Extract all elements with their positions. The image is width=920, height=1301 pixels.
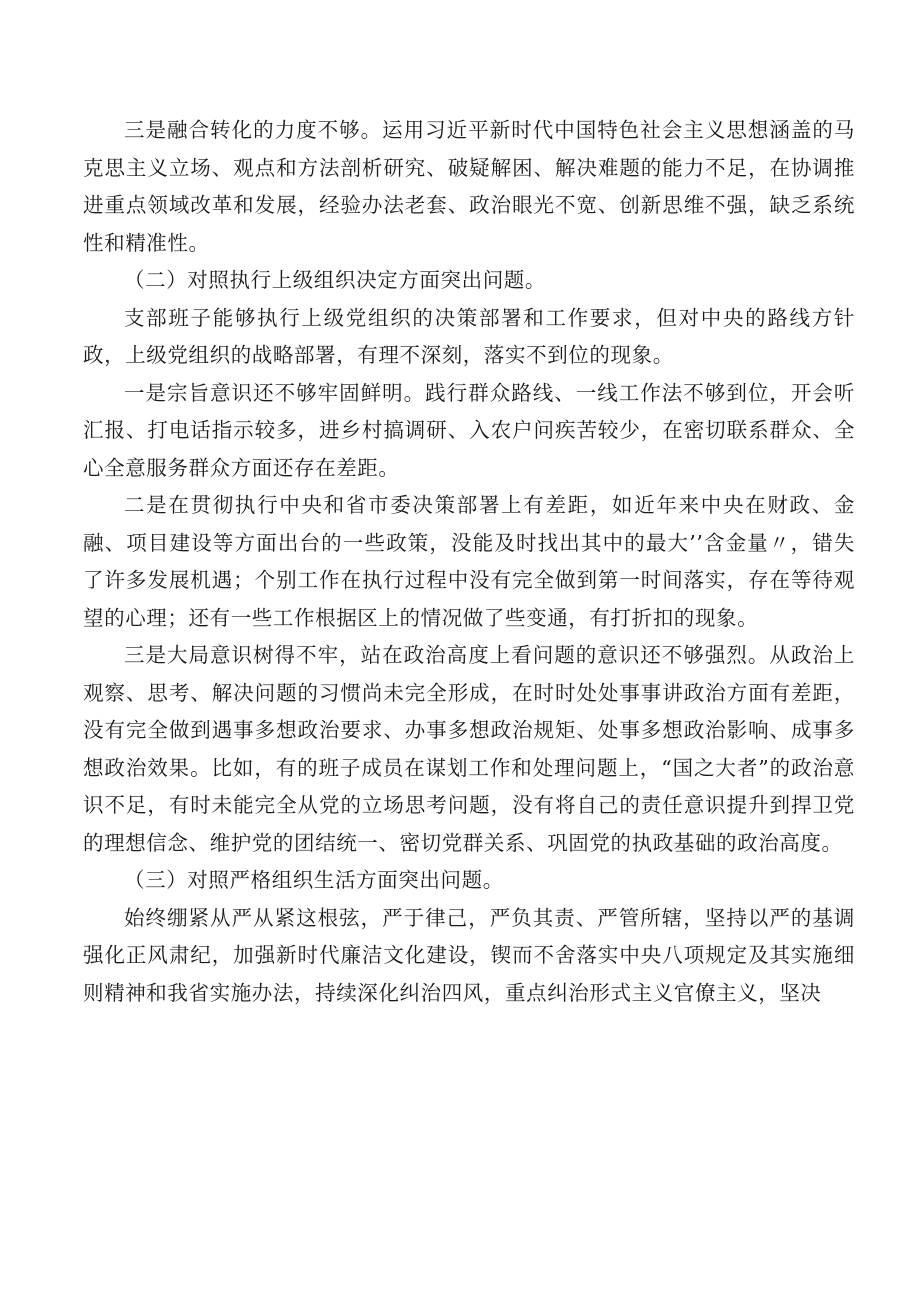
paragraph-5: 三是大局意识树得不牢，站在政治高度上看问题的意识还不够强烈。从政治上观察、思考、解决问题的习惯尚未完全形成，在时时处处事事讲政治方面有差距，没有完全做到遇事多想政治要求、办事多想政治规矩、处事多想政治影响、成事多想政治效果。比如，有的班子成员在谋划工作和处理问题上，“国之大者”的政治意识不足，有时未能完全从党的立场思考问题，没有将自己的责任意识提升到捍卫党的理想信念、维护党的团结统一、密切党群关系、巩固党的执政基础的政治高度。 [83, 643, 855, 855]
paragraph-4: 二是在贯彻执行中央和省市委决策部署上有差距，如近年来中央在财政、金融、项目建设等方面出台的一些政策，没能及时找出其中的最大’’含金量〃，错失了许多发展机遇；个别工作在执行过程中没有完全做到第一时间落实，存在等待观望的心理；还有一些工作根据区上的情况做了些变通，有打折扣的现象。 [83, 493, 855, 630]
paragraph-3: 一是宗旨意识还不够牢固鲜明。践行群众路线、一线工作法不够到位，开会听汇报、打电话指示较多，进乡村搞调研、入农户问疾苦较少，在密切联系群众、全心全意服务群众方面还存在差距。 [83, 380, 855, 480]
paragraph-1: 三是融合转化的力度不够。运用习近平新时代中国特色社会主义思想涵盖的马克思主义立场、观点和方法剖析研究、破疑解困、解决难题的能力不足，在协调推进重点领域改革和发展，经验办法老套、政治眼光不宽、创新思维不强，缺乏系统性和精准性。 [83, 118, 855, 255]
paragraph-2: 支部班子能够执行上级党组织的决策部署和工作要求，但对中央的路线方针政，上级党组织的战略部署，有理不深刻，落实不到位的现象。 [83, 305, 855, 367]
paragraph-6: 始终绷紧从严从紧这根弦，严于律己，严负其责、严管所辖，坚持以严的基调强化正风肃纪，加强新时代廉洁文化建设，锲而不舍落实中央八项规定及其实施细则精神和我省实施办法，持续深化纠治四风，重点纠治形式主义官僚主义，坚决 [83, 905, 855, 1005]
document-body [83, 112, 855, 1012]
section-heading-3: （三）对照严格组织生活方面突出问题。 [124, 868, 504, 892]
section-heading-2: （二）对照执行上级组织决定方面突出问题。 [124, 268, 546, 292]
